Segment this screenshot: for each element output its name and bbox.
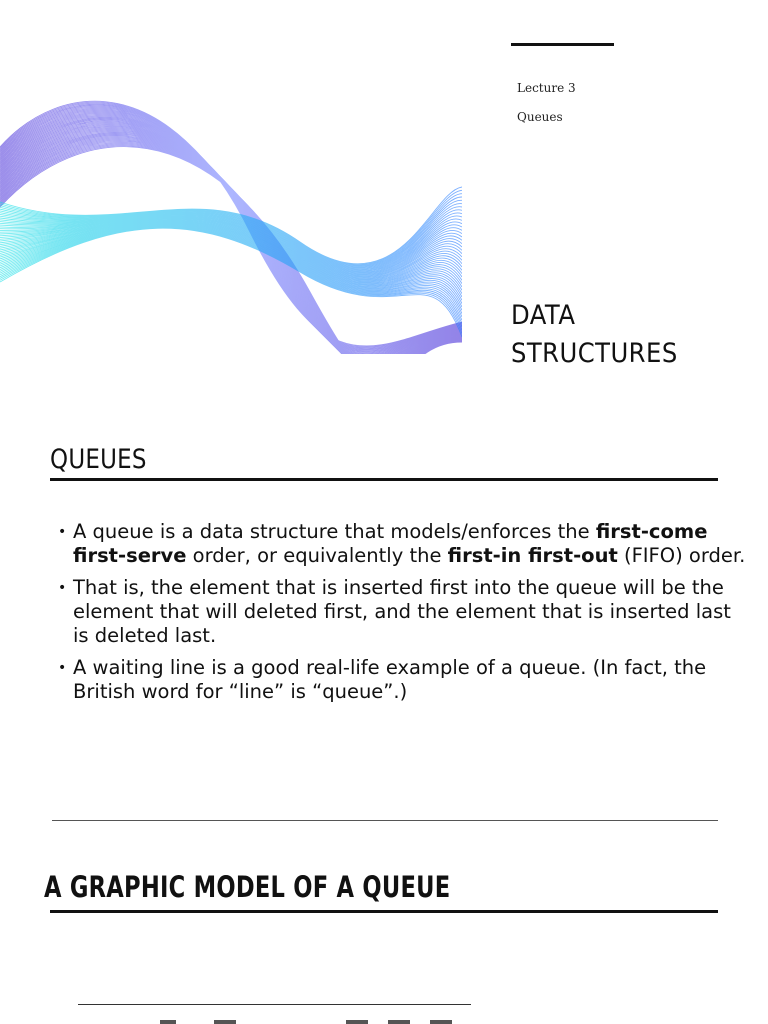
queue-diagram-top-line <box>78 1004 471 1005</box>
bullet-text: That is, the element that is inserted first into the queue will be the element that will deleted first, and the element that is inserted last is deleted last. <box>73 576 731 647</box>
wave-strand <box>0 145 462 354</box>
bullet-dot-icon: • <box>58 524 67 540</box>
main-title <box>511 297 678 373</box>
graphic-model-heading-rule <box>50 910 718 913</box>
wave-strand <box>0 146 462 354</box>
queue-diagram-cell-fragment <box>430 1020 452 1024</box>
wave-strand <box>0 144 462 354</box>
queues-heading-rule <box>50 478 718 481</box>
title-slide <box>0 0 768 430</box>
decorative-wave-image <box>0 92 462 354</box>
bullet-text: order, or equivalently the <box>186 544 448 567</box>
bullet-text: A waiting line is a good real-life example of a queue. (In fact, the British word for “line” is “queue”.) <box>73 656 707 703</box>
graphic-model-slide <box>0 850 768 1024</box>
queues-bullet <box>58 520 748 568</box>
bullet-text: (FIFO) order. <box>617 544 746 567</box>
bullet-dot-icon: • <box>58 580 67 596</box>
main-title-line-1: DATA <box>511 300 576 331</box>
graphic-model-heading: A GRAPHIC MODEL OF A QUEUE <box>44 870 451 904</box>
queue-diagram-cell-fragment <box>388 1020 410 1024</box>
bullet-text: A queue is a data structure that models/enforces the <box>73 520 596 543</box>
lecture-number: Lecture 3 <box>517 81 576 95</box>
queue-diagram-cell-fragment <box>214 1020 236 1024</box>
bullet-bold-term: first-come first-serve <box>73 520 708 567</box>
lecture-topic: Queues <box>517 110 563 124</box>
title-top-rule <box>511 43 614 46</box>
wave-strand <box>0 147 462 354</box>
wave-strand <box>0 143 462 354</box>
queues-heading: QUEUES <box>50 444 147 475</box>
queues-bullet-list <box>58 520 748 712</box>
queue-diagram-cell-fragment <box>346 1020 368 1024</box>
main-title-line-2: STRUCTURES <box>511 338 678 369</box>
queues-slide <box>0 430 768 850</box>
queue-diagram-arrow-fragment <box>160 1020 176 1024</box>
queues-bullet <box>58 576 748 648</box>
slide-divider <box>52 820 718 821</box>
queues-bullet <box>58 656 748 704</box>
bullet-dot-icon: • <box>58 660 67 676</box>
bullet-bold-term: first-in first-out <box>447 544 618 567</box>
